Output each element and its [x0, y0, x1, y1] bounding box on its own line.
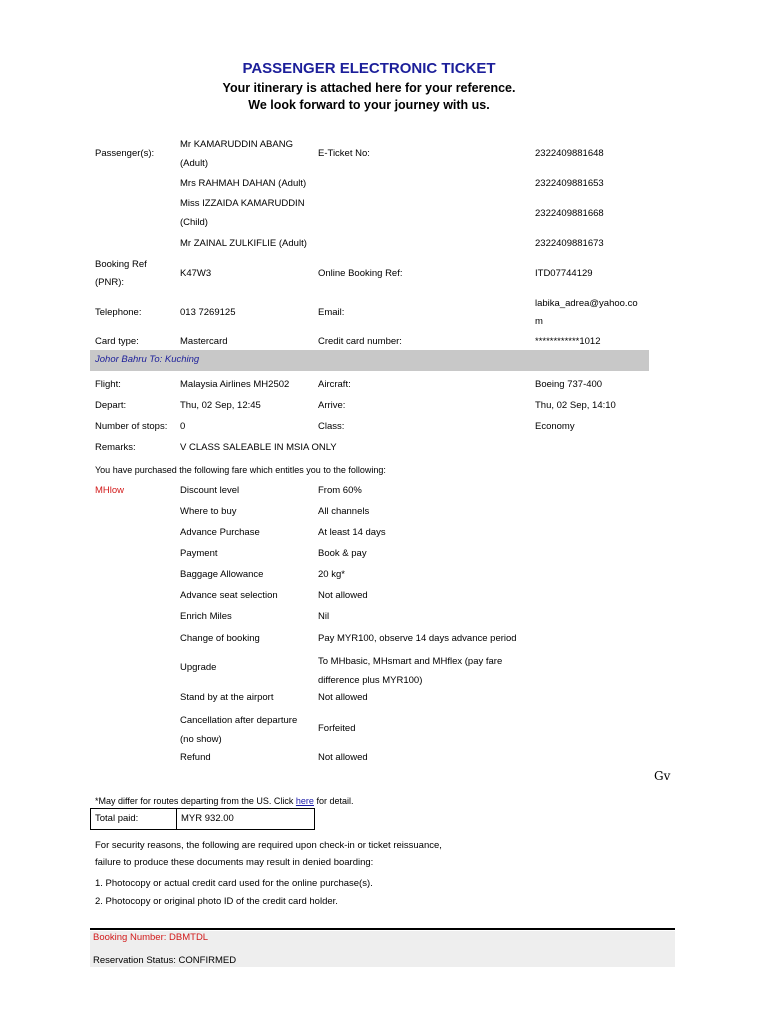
card-type-value: Mastercard — [180, 336, 228, 347]
eticket-2: 2322409881653 — [535, 178, 604, 189]
fare-key: Where to buy — [180, 506, 237, 517]
us-routes-note — [95, 795, 353, 807]
fare-key: Cancellation after departure (no show) — [180, 715, 298, 745]
credit-card-label: Credit card number: — [318, 336, 402, 347]
aircraft-value: Boeing 737-400 — [535, 379, 603, 390]
fare-key: Payment — [180, 548, 218, 559]
passenger-3-name: Miss IZZAIDA KAMARUDDIN — [180, 198, 305, 209]
telephone-value: 013 7269125 — [180, 307, 236, 318]
fare-key: Baggage Allowance — [180, 569, 264, 580]
route-bar — [90, 350, 649, 371]
fare-value: From 60% — [318, 485, 362, 496]
class-label: Class: — [318, 421, 345, 432]
eticket-label: E-Ticket No: — [318, 148, 370, 159]
passenger-1-type: (Adult) — [180, 158, 208, 169]
eticket-4: 2322409881673 — [535, 238, 604, 249]
footer-divider — [90, 928, 675, 930]
passenger-4-name: Mr ZAINAL ZULKIFLIE (Adult) — [180, 238, 307, 249]
remarks-label: Remarks: — [95, 442, 136, 453]
email-value-line-2: m — [535, 316, 543, 327]
route-label: Johor Bahru To: Kuching — [95, 354, 200, 365]
subtitle-line-1: Your itinerary is attached here for your reference. — [222, 81, 516, 95]
fare-value: Pay MYR100, observe 14 days advance period — [318, 633, 517, 644]
passengers-label: Passenger(s): — [95, 148, 155, 159]
flight-label: Flight: — [95, 379, 121, 390]
pnr-value: K47W3 — [180, 268, 212, 279]
here-link[interactable]: here — [295, 796, 314, 806]
fare-key: Advance seat selection — [180, 590, 278, 601]
fare-value: 20 kg* — [318, 569, 345, 580]
note-text-before: *May differ for routes departing from the US. Click — [95, 796, 296, 806]
fare-intro: You have purchased the following fare which entitles you to the following: — [95, 465, 386, 475]
pnr-label-line-2: (PNR): — [95, 277, 125, 288]
fare-value: Forfeited — [318, 723, 356, 734]
passenger-3-type: (Child) — [180, 217, 208, 228]
reservation-status: Reservation Status: CONFIRMED — [93, 955, 237, 966]
fare-key: Change of booking — [180, 633, 260, 644]
fare-key: Refund — [180, 752, 211, 763]
passenger-2-name: Mrs RAHMAH DAHAN (Adult) — [180, 178, 307, 189]
depart-label: Depart: — [95, 400, 127, 411]
aircraft-label: Aircraft: — [318, 379, 351, 390]
eticket-1: 2322409881648 — [535, 148, 604, 159]
total-paid-value: MYR 932.00 — [181, 813, 234, 824]
email-label: Email: — [318, 307, 345, 318]
remarks-value: V CLASS SALEABLE IN MSIA ONLY — [180, 442, 337, 453]
stops-label: Number of stops: — [95, 421, 168, 432]
fare-key: Discount level — [180, 485, 240, 496]
email-value-line-1: labika_adrea@yahoo.co — [535, 298, 638, 309]
depart-value: Thu, 02 Sep, 12:45 — [180, 400, 261, 411]
subtitle-line-2: We look forward to your journey with us. — [248, 98, 490, 112]
fare-value: To MHbasic, MHsmart and MHflex (pay fare difference plus MYR100) — [318, 656, 503, 686]
security-line-2: failure to produce these documents may result in denied boarding: — [95, 857, 374, 868]
security-item-2: 2. Photocopy or original photo ID of the credit card holder. — [95, 896, 338, 907]
passenger-1-name: Mr KAMARUDDIN ABANG — [180, 139, 293, 150]
fare-value: Nil — [318, 611, 330, 622]
online-booking-label: Online Booking Ref: — [318, 268, 403, 279]
total-paid-label: Total paid: — [95, 813, 139, 824]
fare-value: Not allowed — [318, 692, 368, 703]
fare-value: Book & pay — [318, 548, 367, 559]
page-title: PASSENGER ELECTRONIC TICKET — [242, 60, 496, 77]
stray-mark: Gv — [654, 769, 671, 783]
credit-card-value: ************1012 — [535, 336, 601, 347]
security-line-1: For security reasons, the following are required upon check-in or ticket reissuance, — [95, 840, 442, 851]
fare-key: Stand by at the airport — [180, 692, 274, 703]
fare-name: MHlow — [95, 485, 125, 496]
flight-value: Malaysia Airlines MH2502 — [180, 379, 290, 390]
arrive-value: Thu, 02 Sep, 14:10 — [535, 400, 616, 411]
total-paid-box — [90, 808, 315, 830]
arrive-label: Arrive: — [318, 400, 346, 411]
online-booking-value: ITD07744129 — [535, 268, 593, 279]
telephone-label: Telephone: — [95, 307, 142, 318]
fare-key: Enrich Miles — [180, 611, 232, 622]
card-type-label: Card type: — [95, 336, 139, 347]
booking-number: Booking Number: DBMTDL — [93, 932, 209, 943]
stops-value: 0 — [180, 421, 186, 432]
fare-key: Upgrade — [180, 662, 217, 673]
pnr-label-line-1: Booking Ref — [95, 259, 147, 270]
fare-value: Not allowed — [318, 752, 368, 763]
fare-value: Not allowed — [318, 590, 368, 601]
fare-value: At least 14 days — [318, 527, 386, 538]
note-text-after: for detail. — [313, 796, 354, 806]
fare-value: All channels — [318, 506, 370, 517]
eticket-3: 2322409881668 — [535, 208, 604, 219]
class-value: Economy — [535, 421, 575, 432]
fare-key: Advance Purchase — [180, 527, 260, 538]
security-item-1: 1. Photocopy or actual credit card used for the online purchase(s). — [95, 878, 373, 889]
